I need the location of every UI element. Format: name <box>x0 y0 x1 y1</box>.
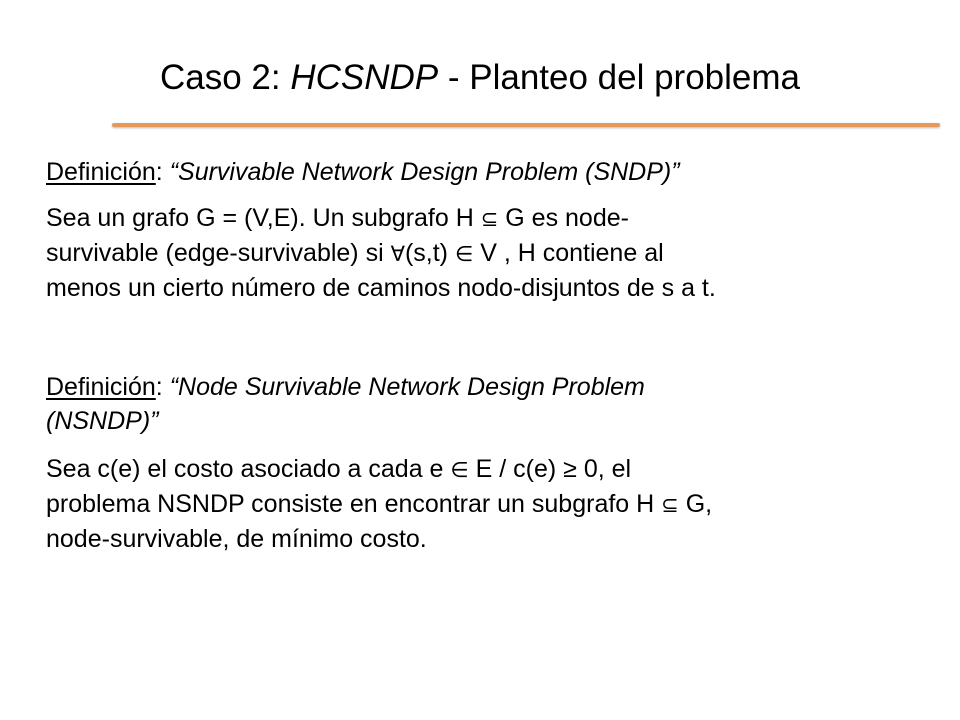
definition-term: Definición <box>46 158 156 186</box>
title-acronym: HCSNDP <box>290 58 439 97</box>
body-line: menos un cierto número de caminos nodo-disjuntos de s a t. <box>46 274 716 302</box>
subseteq-symbol: ⊆ <box>661 493 679 517</box>
subseteq-symbol: ⊆ <box>480 207 499 231</box>
definition-name-continued: (NSNDP)” <box>46 407 159 435</box>
body-line: Sea c(e) el costo asociado a cada e ∈ E / c(e) ≥ 0, el <box>46 455 632 483</box>
definition-nsndp-body <box>46 452 926 556</box>
title-suffix: - Planteo del problema <box>438 58 801 97</box>
title-underline-rule <box>112 123 940 127</box>
definition-term: Definición <box>46 373 156 401</box>
slide-title <box>0 56 960 100</box>
definition-sndp-body <box>46 201 926 305</box>
title-prefix: Caso 2: <box>159 58 291 97</box>
definition-name: “Survivable Network Design Problem (SNDP)” <box>169 158 680 186</box>
definition-name: “Node Survivable Network Design Problem <box>169 373 645 401</box>
body-line: survivable (edge-survivable) si ∀(s,t) ∈ V , H contiene al <box>46 239 664 267</box>
element-of-symbol: ∈ <box>454 242 474 266</box>
definition-colon: : <box>155 373 170 401</box>
forall-symbol: ∀ <box>390 242 405 266</box>
body-line: problema NSNDP consiste en encontrar un subgrafo H ⊆ G, <box>46 490 713 518</box>
definition-colon: : <box>155 158 170 186</box>
body-line: Sea un grafo G = (V,E). Un subgrafo H ⊆ G es node- <box>46 204 629 232</box>
body-line: node-survivable, de mínimo costo. <box>46 525 427 553</box>
definition-sndp-heading <box>46 155 926 189</box>
definition-nsndp-heading <box>46 370 926 438</box>
element-of-symbol: ∈ <box>450 458 469 482</box>
